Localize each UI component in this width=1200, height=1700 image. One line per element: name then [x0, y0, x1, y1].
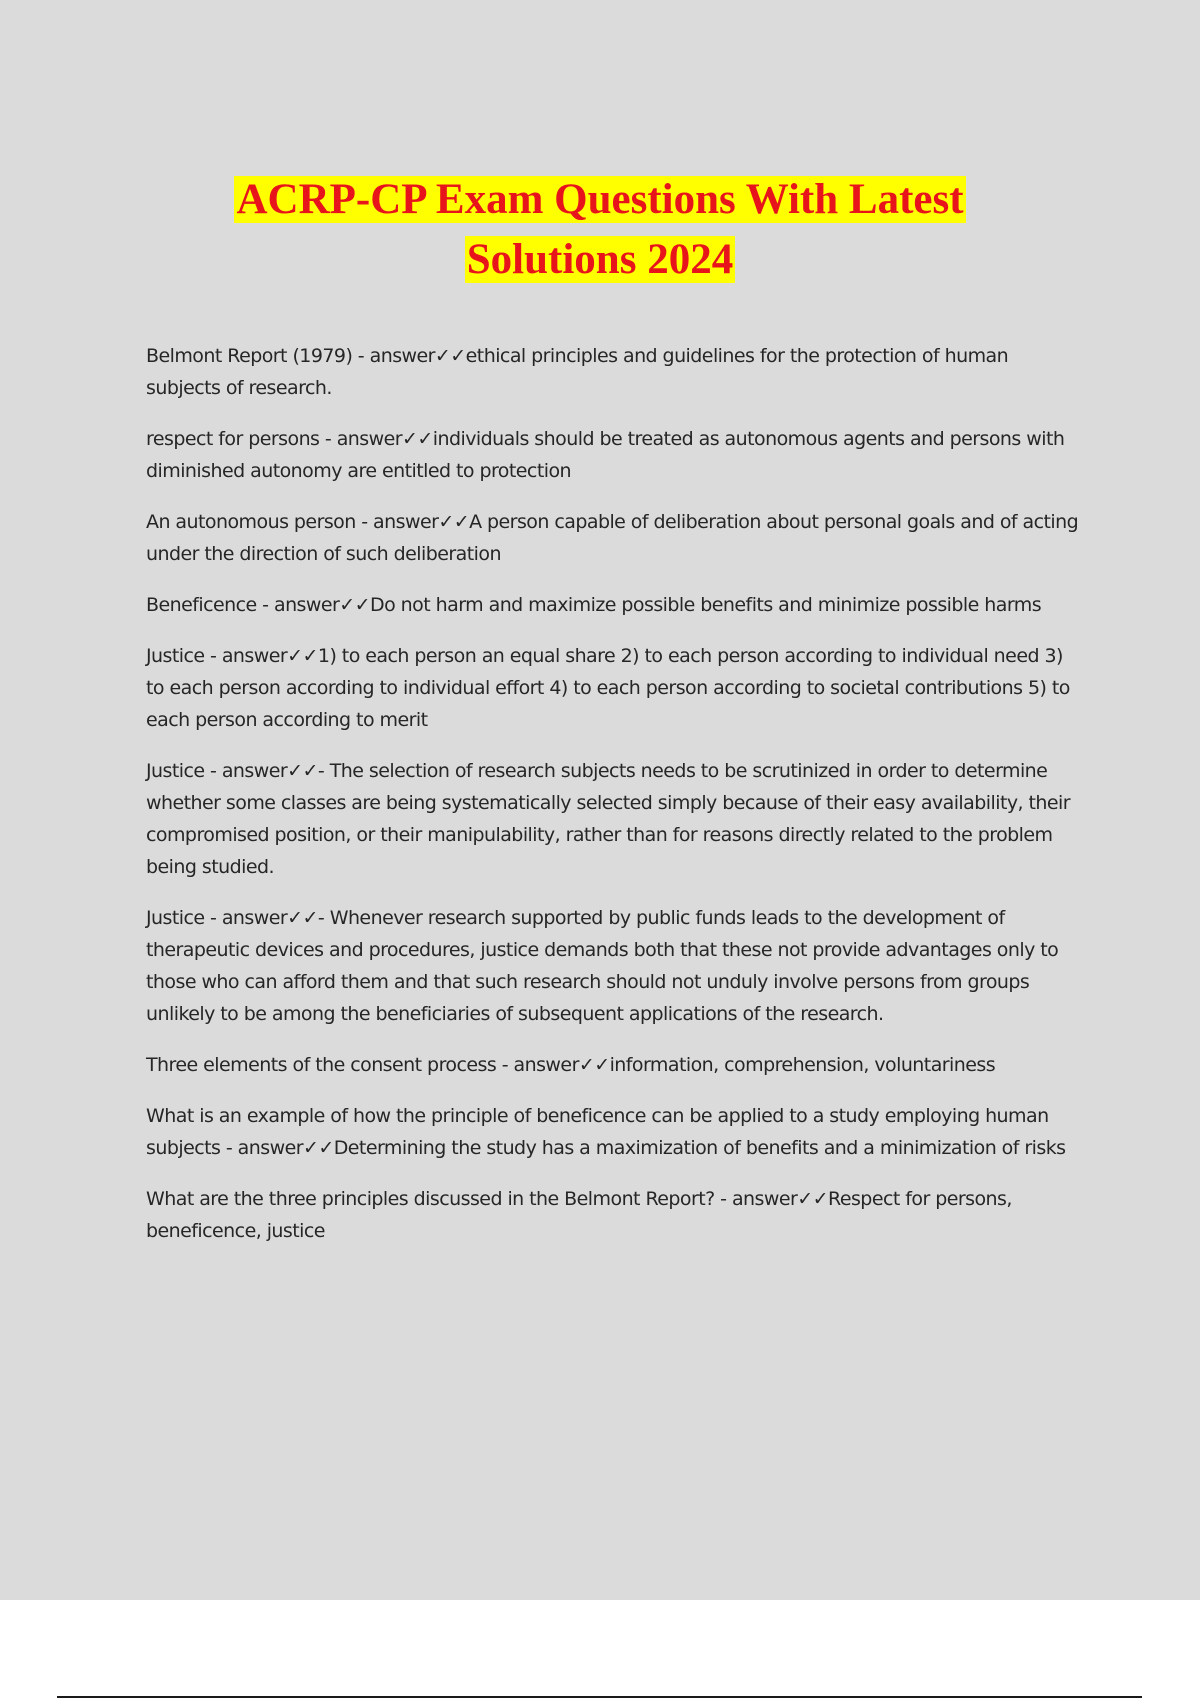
qa-item-respect-for-persons: respect for persons - answer✓✓individuals should be treated as autonomous agents and persons with diminished autonomy are entitled to protection: [146, 428, 1065, 482]
title-line-2: Solutions 2024: [466, 236, 734, 283]
qa-item-consent-elements: Three elements of the consent process - answer✓✓information, comprehension, voluntariness: [146, 1054, 996, 1076]
qa-list: [146, 340, 1086, 1266]
qa-item-justice-shares: Justice - answer✓✓1) to each person an equal share 2) to each person according to individual need 3) to each person according to individual effort 4) to each person according to societal contributions 5) to each person according to merit: [146, 645, 1070, 731]
footer-divider: [57, 1696, 1142, 1698]
qa-item-three-principles: What are the three principles discussed in the Belmont Report? - answer✓✓Respect for persons, beneficence, justice: [146, 1188, 1012, 1242]
title-line-1: ACRP-CP Exam Questions With Latest: [236, 176, 964, 223]
qa-item-beneficence: Beneficence - answer✓✓Do not harm and maximize possible benefits and minimize possible harms: [146, 594, 1042, 616]
qa-item-autonomous-person: An autonomous person - answer✓✓A person capable of deliberation about personal goals and of acting under the direction of such deliberation: [146, 511, 1079, 565]
qa-item-beneficence-example: What is an example of how the principle of beneficence can be applied to a study employing human subjects - answer✓✓Determining the study has a maximization of benefits and a minimization of risks: [146, 1105, 1066, 1159]
document-title: [100, 170, 1100, 290]
qa-item-justice-public-funds: Justice - answer✓✓- Whenever research supported by public funds leads to the development of therapeutic devices and procedures, justice demands both that these not provide advantages only to those who can afford them and that such research should not unduly involve persons from groups unlikely to be among the beneficiaries of subsequent applications of the research.: [146, 907, 1059, 1025]
qa-item-belmont-report: Belmont Report (1979) - answer✓✓ethical principles and guidelines for the protection of human subjects of research.: [146, 345, 1009, 399]
qa-item-justice-selection: Justice - answer✓✓- The selection of research subjects needs to be scrutinized in order to determine whether some classes are being systematically selected simply because of their easy availability, their compromised position, or their manipulability, rather than for reasons directly related to the problem being studied.: [146, 760, 1071, 878]
